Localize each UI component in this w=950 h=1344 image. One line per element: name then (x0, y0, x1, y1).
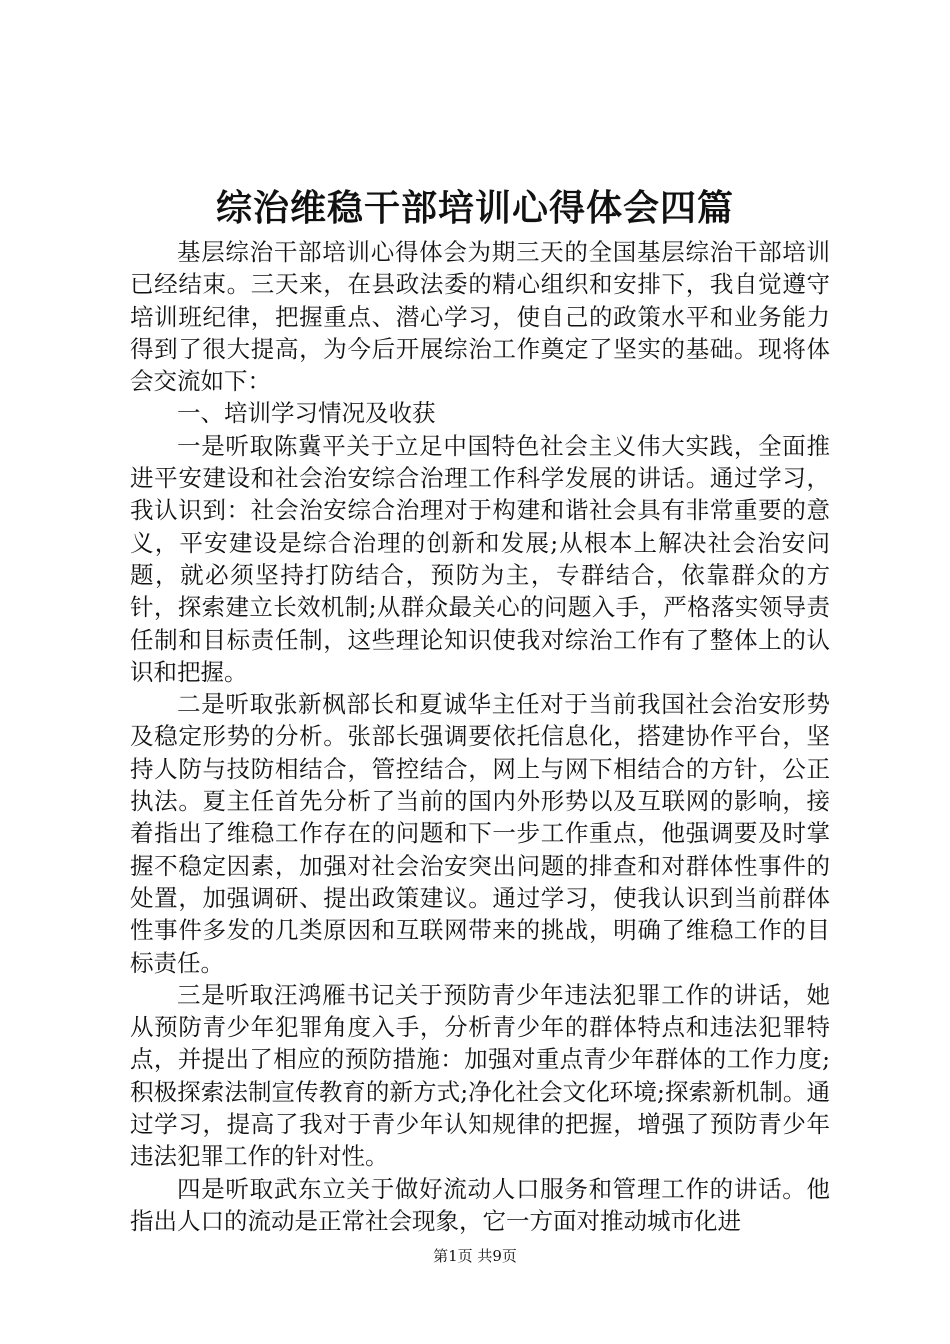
paragraph-intro: 基层综治干部培训心得体会为期三天的全国基层综治干部培训已经结束。三天来，在县政法委的精心组织和安排下，我自觉遵守培训班纪律，把握重点、潜心学习，使自己的政策水平和业务能力得到了很大提高，为今后开展综治工作奠定了坚实的基础。现将体会交流如下： (130, 238, 830, 396)
paragraph-point-three: 三是听取汪鸿雁书记关于预防青少年违法犯罪工作的讲话，她从预防青少年犯罪角度入手，分析青少年的群体特点和违法犯罪特点，并提出了相应的预防措施：加强对重点青少年群体的工作力度;积极探索法制宣传教育的新方式;净化社会文化环境;探索新机制。通过学习，提高了我对于青少年认知规律的把握，增强了预防青少年违法犯罪工作的针对性。 (130, 980, 830, 1171)
page-number-footer: 第1页 共9页 (433, 1247, 517, 1265)
document-body (130, 236, 830, 1237)
paragraph-point-two: 二是听取张新枫部长和夏诚华主任对于当前我国社会治安形势及稳定形势的分析。张部长强调要依托信息化，搭建协作平台，坚持人防与技防相结合，管控结合，网上与网下相结合的方针，公正执法。夏主任首先分析了当前的国内外形势以及互联网的影响，接着指出了维稳工作存在的问题和下一步工作重点，他强调要及时掌握不稳定因素，加强对社会治安突出问题的排查和对群体性事件的处置，加强调研、提出政策建议。通过学习，使我认识到当前群体性事件多发的几类原因和互联网带来的挑战，明确了维稳工作的目标责任。 (130, 690, 830, 977)
document-title: 综治维稳干部培训心得体会四篇 (215, 187, 734, 229)
section-heading: 一、培训学习情况及收获 (177, 399, 436, 428)
paragraph-point-one: 一是听取陈冀平关于立足中国特色社会主义伟大实践，全面推进平安建设和社会治安综合治理工作科学发展的讲话。通过学习，我认识到：社会治安综合治理对于构建和谐社会具有非常重要的意义，平安建设是综合治理的创新和发展;从根本上解决社会治安问题，就必须坚持打防结合，预防为主，专群结合，依靠群众的方针，探索建立长效机制;从群众最关心的问题入手，严格落实领导责任制和目标责任制，这些理论知识使我对综治工作有了整体上的认识和把握。 (130, 431, 830, 686)
paragraph-point-four: 四是听取武东立关于做好流动人口服务和管理工作的讲话。他指出人口的流动是正常社会现象，它一方面对推动城市化进 (130, 1174, 830, 1235)
